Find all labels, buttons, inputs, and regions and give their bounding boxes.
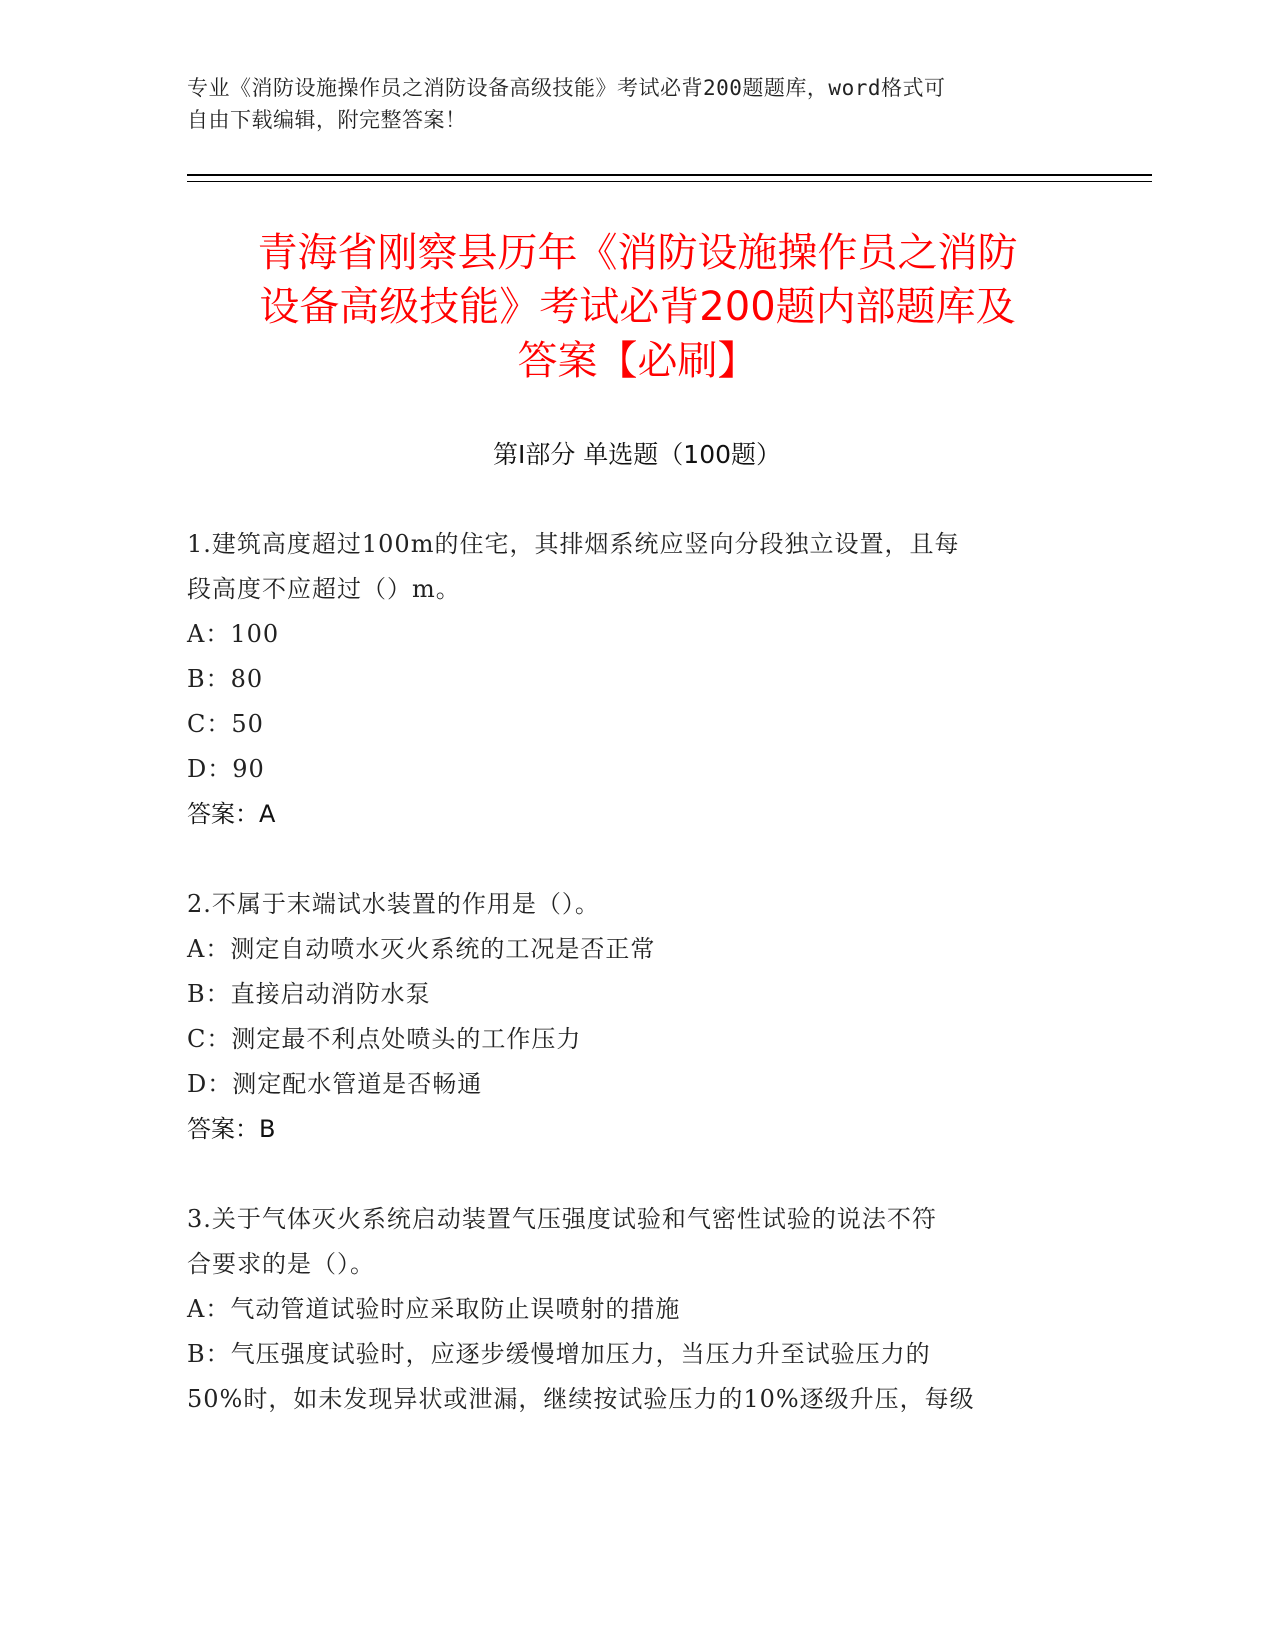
question-1-stem-line-2: 段高度不应超过（）m。 [187,575,461,603]
header-divider-thin [187,181,1152,182]
question-1 [187,522,1067,837]
question-1-stem-line-1: 1.建筑高度超过100m的住宅，其排烟系统应竖向分段独立设置，且每 [187,530,960,558]
question-3-option-b-line-1: B：气压强度试验时，应逐步缓慢增加压力，当压力升至试验压力的 [187,1340,931,1368]
question-2 [187,882,1067,1152]
header-note-line-2: 自由下载编辑，附完整答案！ [187,108,467,132]
question-2-option-a: A：测定自动喷水灭火系统的工况是否正常 [187,935,656,963]
question-1-option-c: C：50 [187,710,264,738]
document-title-line-3: 答案【必刷】 [517,338,758,384]
question-3-stem-line-1: 3.关于气体灭火系统启动装置气压强度试验和气密性试验的说法不符 [187,1205,937,1233]
question-2-answer: 答案：B [187,1115,276,1143]
document-title-line-2: 设备高级技能》考试必背200题内部题库及 [259,284,1016,330]
question-3-option-a: A：气动管道试验时应采取防止误喷射的措施 [187,1295,681,1323]
document-title [170,226,1105,388]
header-divider-thick [187,174,1152,176]
question-1-answer: 答案：A [187,800,276,828]
question-2-option-c: C：测定最不利点处喷头的工作压力 [187,1025,582,1053]
question-3-option-b-line-2: 50%时，如未发现异状或泄漏，继续按试验压力的10%逐级升压，每级 [187,1385,975,1413]
header-note-line-1: 专业《消防设施操作员之消防设备高级技能》考试必背200题题库，word格式可 [187,76,946,100]
question-2-stem-line-1: 2.不属于末端试水装置的作用是（）。 [187,890,600,918]
document-title-line-1: 青海省刚察县历年《消防设施操作员之消防 [257,230,1018,276]
header-note [187,72,1067,136]
question-list [187,522,1067,1467]
question-1-option-a: A：100 [187,620,280,648]
question-1-option-b: B：80 [187,665,264,693]
question-3 [187,1197,1067,1422]
section-heading: 第I部分 单选题（100题） [492,440,782,469]
question-1-option-d: D：90 [187,755,265,783]
question-2-option-b: B：直接启动消防水泵 [187,980,431,1008]
question-3-stem-line-2: 合要求的是（）。 [187,1250,375,1278]
question-2-option-d: D：测定配水管道是否畅通 [187,1070,483,1098]
